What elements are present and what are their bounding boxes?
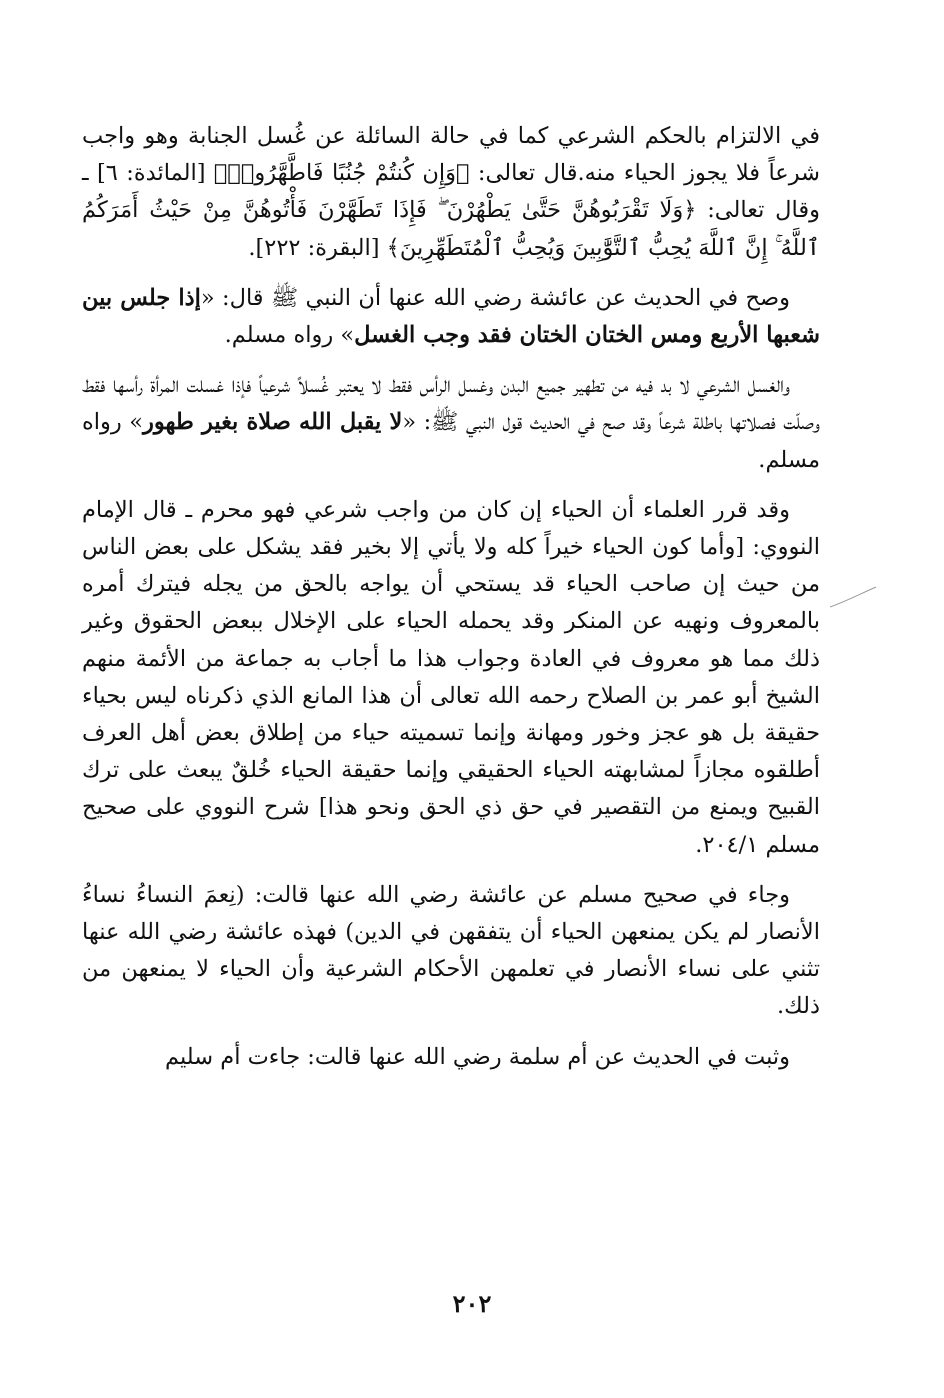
quran-verse-maidah: ﴿وَإِن كُنتُمْ جُنُبًا فَاطَّهَّرُوا۟﴾ [213,160,470,187]
paragraph-text: وصح في الحديث عن عائشة رضي الله عنها أن النبي ﷺ قال: « [200,284,790,311]
paragraph-ghusl-verses [82,118,820,267]
page-body [82,118,820,1076]
paragraph-ansar-women: وجاء في صحيح مسلم عن عائشة رضي الله عنها قالت: (نِعمَ النساءُ نساءُ الأنصار لم يكن يمنعهن الحياء أن يتفقهن في الدين) فهذه عائشة رضي الله عنها تثني على نساء الأنصار في تعلمهن الأحكام الشرعية وأن الحياء لا يمنعهن من ذلك. [82,881,820,1020]
paragraph-nawawi-quote: وقد قرر العلماء أن الحياء إن كان من واجب شرعي فهو محرم ـ قال الإمام النووي: [وأما كون الحياء خيراً كله ولا يأتي إلا بخير فقد يشكل على بعض الناس من حيث إن صاحب الحياء قد يستحي أن يواجه بالحق من يجله فيترك أمره بالمعروف ونهيه عن المنكر وقد يحمله الحياء على الإخلال ببعض الحقوق وغير ذلك مما هو معروف في العادة وجواب هذا ما أجاب به جماعة من الأئمة منهم الشيخ أبو عمر بن الصلاح رحمه الله تعالى أن هذا المانع الذي ذكرناه ليس بحياء حقيقة بل هو عجز وخور ومهانة وإنما تسميته حياء من إطلاق بعض أهل العرف أطلقوه مجازاً لمشابهته الحياء الحقيقي وإنما حقيقة الحياء خُلقٌ يبعث على ترك القبيح ويمنع من التقصير في حق ذي الحق ونحو هذا] شرح النووي على صحيح مسلم ٢٠٤/١. [82,496,820,858]
hadith-source: » رواه مسلم. [224,322,355,349]
verse-reference-text: [المائدة: ٦] ـ وقال تعالى: [82,160,820,224]
quran-verse-baqarah: ﴿وَلَا تَقْرَبُوهُنَّ حَتَّىٰ يَطْهُرْنَ ۖ فَإِذَا تَطَهَّرْنَ فَأْتُوهُنَّ مِنْ حَيْثُ أَمَرَكُمُ ٱللَّهُ ۚ إِنَّ ٱللَّهَ يُحِبُّ ٱلتَّوَّٰبِينَ وَيُحِبُّ ٱلْمُتَطَهِّرِينَ﴾ [82,197,820,261]
hadith-text: إذا جلس بين شعبها الأربع ومس الختان الختان فقد وجب الغسل [82,284,820,349]
paragraph-ghusl-rules [82,367,820,479]
margin-pencil-mark [828,585,878,611]
paragraph-text: في الالتزام بالحكم الشرعي كما في حالة السائلة عن غُسل الجنابة وهو واجب شرعاً فلا يجوز الحياء منه.قال تعالى: [82,123,820,187]
paragraph-text: والغسل الشرعي لا بد فيه من تطهير جميع البدن وغسل الرأس فقط لا يعتبر غُسلاً شرعياً فإذا غسلت المرأة رأسها فقط وصلّت فصلاتها باطلة شرعاً وقد صح في الحديث قول النبي ﷺ: « [82,372,820,436]
verse-reference-baqarah: [البقرة: ٢٢٢]. [248,234,387,261]
paragraph-umm-salama: وثبت في الحديث عن أم سلمة رضي الله عنها قالت: جاءت أم سليم [165,1043,790,1070]
page-number: ٢٠٢ [452,1289,492,1318]
hadith-source: » رواه مسلم. [82,409,820,473]
hadith-text: لا يقبل الله صلاة بغير طهور [143,409,403,436]
paragraph-aisha-hadith [82,280,820,354]
